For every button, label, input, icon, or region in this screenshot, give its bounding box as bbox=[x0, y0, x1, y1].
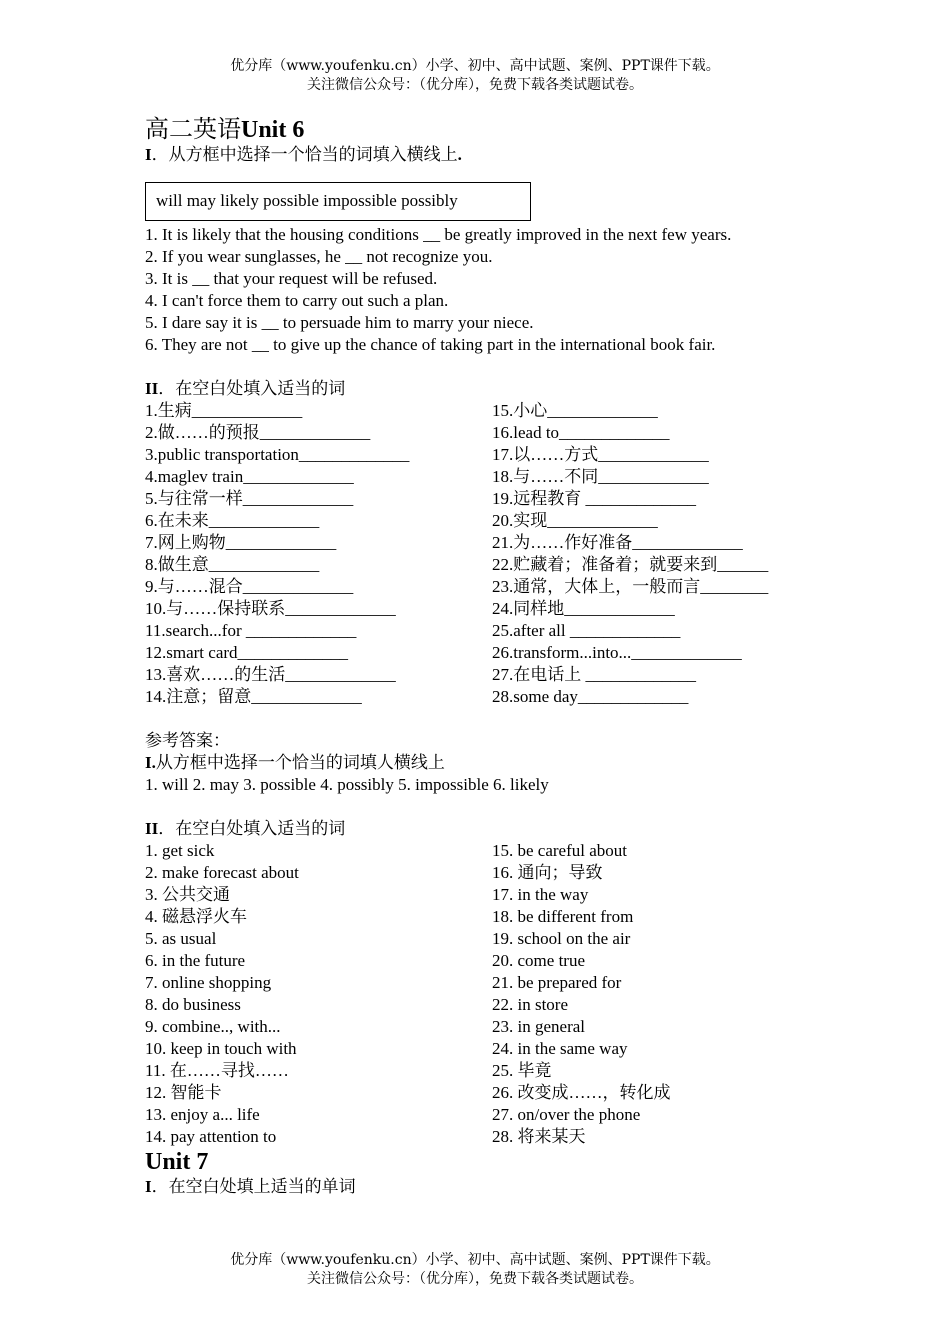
blank-item: 24. in the same way bbox=[492, 1039, 628, 1058]
blank-item: 21.为……作好准备_____________ bbox=[492, 533, 743, 552]
blank-item: 19.远程教育 _____________ bbox=[492, 489, 696, 508]
blank-item: 8.做生意_____________ bbox=[145, 555, 320, 574]
answers-section-1-title: 从方框中选择一个恰当的词填人横线上 bbox=[155, 753, 445, 772]
answers-section-2-label: II bbox=[145, 819, 159, 838]
blank-item: 3. 公共交通 bbox=[145, 885, 230, 904]
unit-7-section-instruction: ．在空白处填上适当的单词 bbox=[151, 1177, 356, 1196]
question-item: 5. I dare say it is __ to persuade him to marry your niece. bbox=[145, 313, 534, 332]
blank-item: 15. be careful about bbox=[492, 841, 627, 860]
page-footer bbox=[0, 1251, 950, 1289]
blank-item: 17. in the way bbox=[492, 885, 589, 904]
blank-item: 21. be prepared for bbox=[492, 973, 622, 992]
blank-item: 11. 在……寻找…… bbox=[145, 1061, 289, 1080]
blank-item: 12.smart card_____________ bbox=[145, 643, 349, 662]
answers-section-2-grid bbox=[145, 840, 825, 1148]
section-1-label: I bbox=[145, 145, 152, 164]
section-1-questions bbox=[145, 224, 825, 356]
unit-7-title: Unit 7 bbox=[145, 1149, 209, 1175]
blank-item: 20.实现_____________ bbox=[492, 511, 658, 530]
answers-section-2-heading bbox=[145, 818, 825, 840]
footer-line-1: 优分库（www.youfenku.cn）小学、初中、高中试题、案例、PPT课件下载。 bbox=[230, 1252, 720, 1268]
blank-item: 25. 毕竟 bbox=[492, 1061, 552, 1080]
blank-item: 28.some day_____________ bbox=[492, 687, 689, 706]
section-2-label: II bbox=[145, 379, 159, 398]
blank-item: 16. 通向；导致 bbox=[492, 863, 603, 882]
unit-7-section-heading bbox=[145, 1176, 825, 1198]
answers-section-1-label: I. bbox=[145, 753, 156, 772]
section-1-dot: . bbox=[457, 145, 462, 164]
question-item: 1. It is likely that the housing conditions __ be greatly improved in the next few years. bbox=[145, 225, 732, 244]
blank-item: 18. be different from bbox=[492, 907, 634, 926]
blank-item: 2.做……的预报_____________ bbox=[145, 423, 371, 442]
blank-item: 14. pay attention to bbox=[145, 1127, 277, 1146]
blank-item: 15.小心_____________ bbox=[492, 401, 658, 420]
section-2-instruction: ．在空白处填入适当的词 bbox=[158, 379, 346, 398]
blank-item: 12. 智能卡 bbox=[145, 1083, 222, 1102]
question-item: 2. If you wear sunglasses, he __ not recognize you. bbox=[145, 247, 493, 266]
blank-item: 5.与往常一样_____________ bbox=[145, 489, 354, 508]
title-prefix: 高二英语 bbox=[145, 117, 241, 143]
blank-item: 10. keep in touch with bbox=[145, 1039, 297, 1058]
question-item: 6. They are not __ to give up the chance of taking part in the international book fair. bbox=[145, 335, 716, 354]
blank-item: 27.在电话上 _____________ bbox=[492, 665, 696, 684]
blank-item: 13.喜欢……的生活_____________ bbox=[145, 665, 396, 684]
section-1-instruction: ．从方框中选择一个恰当的词填入横线上 bbox=[151, 145, 458, 164]
section-2-grid bbox=[145, 400, 825, 708]
blank-item: 27. on/over the phone bbox=[492, 1105, 641, 1124]
answers-heading: 参考答案： bbox=[145, 731, 230, 750]
blank-item: 6.在未来_____________ bbox=[145, 511, 320, 530]
page-header bbox=[0, 57, 950, 95]
blank-item: 8. do business bbox=[145, 995, 241, 1014]
question-item: 3. It is __ that your request will be refused. bbox=[145, 269, 438, 288]
blank-item: 4.maglev train_____________ bbox=[145, 467, 354, 486]
blank-item: 2. make forecast about bbox=[145, 863, 299, 882]
section-2-heading bbox=[145, 378, 825, 400]
blank-item: 17.以……方式_____________ bbox=[492, 445, 709, 464]
blank-item: 25.after all _____________ bbox=[492, 621, 681, 640]
blank-item: 23.通常，大体上，一般而言________ bbox=[492, 577, 769, 596]
word-box: will may likely possible impossible possibly bbox=[145, 182, 531, 221]
unit-7-section-label: I bbox=[145, 1177, 152, 1196]
footer-line-2: 关注微信公众号：（优分库），免费下载各类试题试卷。 bbox=[307, 1271, 643, 1287]
blank-item: 20. come true bbox=[492, 951, 585, 970]
header-line-2: 关注微信公众号：（优分库），免费下载各类试题试卷。 bbox=[307, 77, 643, 93]
blank-item: 1.生病_____________ bbox=[145, 401, 303, 420]
answers-section-2-title: ．在空白处填入适当的词 bbox=[158, 819, 346, 838]
blank-item: 26. 改变成……，转化成 bbox=[492, 1083, 671, 1102]
blank-item: 3.public transportation_____________ bbox=[145, 445, 410, 464]
answers-section-1-heading bbox=[145, 752, 825, 774]
blank-item: 14.注意；留意_____________ bbox=[145, 687, 362, 706]
answers-section-1-list: 1. will 2. may 3. possible 4. possibly 5. impossible 6. likely bbox=[145, 775, 549, 794]
blank-item: 18.与……不同_____________ bbox=[492, 467, 709, 486]
blank-item: 22. in store bbox=[492, 995, 569, 1014]
blank-item: 5. as usual bbox=[145, 929, 217, 948]
question-item: 4. I can't force them to carry out such a plan. bbox=[145, 291, 449, 310]
blank-item: 10.与……保持联系_____________ bbox=[145, 599, 396, 618]
blank-item: 22.贮藏着；准备着；就要来到______ bbox=[492, 555, 769, 574]
blank-item: 24.同样地_____________ bbox=[492, 599, 675, 618]
blank-item: 9. combine.., with... bbox=[145, 1017, 281, 1036]
blank-item: 6. in the future bbox=[145, 951, 246, 970]
blank-item: 13. enjoy a... life bbox=[145, 1105, 260, 1124]
blank-item: 4. 磁悬浮火车 bbox=[145, 907, 247, 926]
blank-item: 26.transform...into..._____________ bbox=[492, 643, 742, 662]
blank-item: 23. in general bbox=[492, 1017, 585, 1036]
title-unit: Unit 6 bbox=[241, 117, 305, 143]
blank-item: 7.网上购物_____________ bbox=[145, 533, 337, 552]
document-body bbox=[145, 116, 825, 1198]
blank-item: 7. online shopping bbox=[145, 973, 272, 992]
blank-item: 11.search...for _____________ bbox=[145, 621, 357, 640]
blank-item: 1. get sick bbox=[145, 841, 215, 860]
blank-item: 19. school on the air bbox=[492, 929, 631, 948]
page-title bbox=[145, 116, 825, 144]
blank-item: 16.lead to_____________ bbox=[492, 423, 670, 442]
section-1-heading bbox=[145, 144, 825, 166]
header-line-1: 优分库（www.youfenku.cn）小学、初中、高中试题、案例、PPT课件下载。 bbox=[230, 58, 720, 74]
blank-item: 9.与……混合_____________ bbox=[145, 577, 354, 596]
blank-item: 28. 将来某天 bbox=[492, 1127, 586, 1146]
